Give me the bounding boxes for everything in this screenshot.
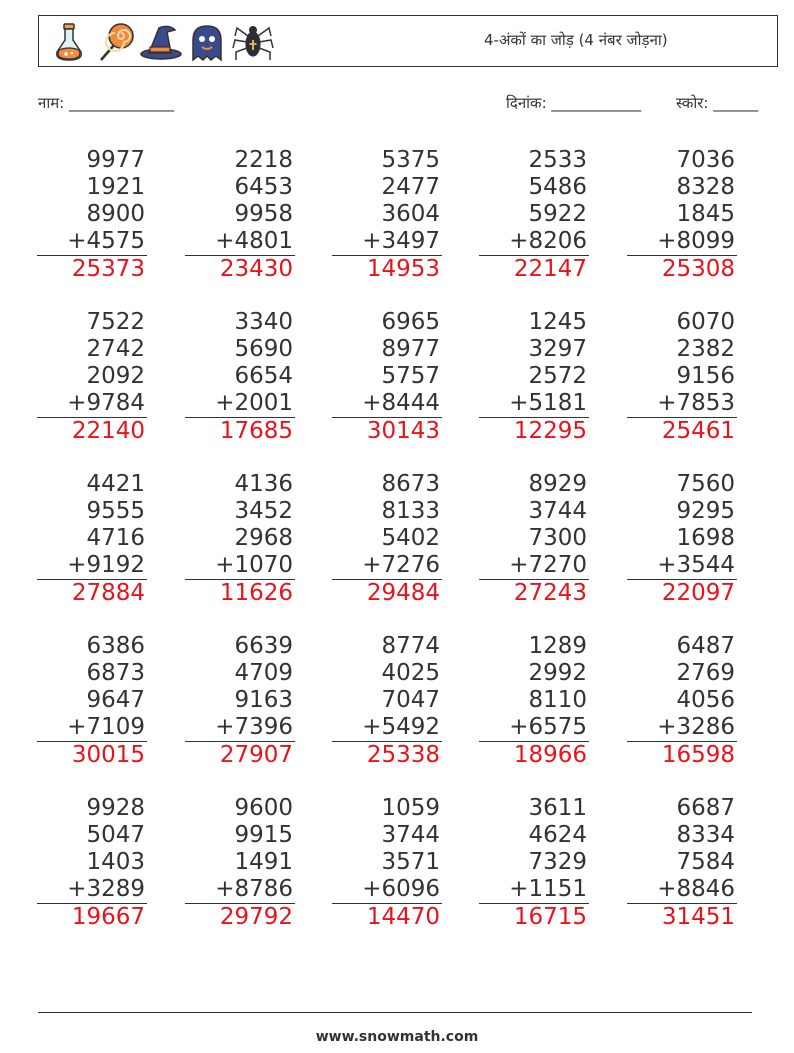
addend: 7047 (381, 687, 440, 713)
answer: 30015 (71, 742, 145, 768)
addition-problem (37, 147, 147, 283)
addend: 2092 (86, 363, 145, 389)
addend: 3604 (381, 201, 440, 227)
addend: 6487 (676, 633, 735, 659)
answer: 16598 (661, 742, 735, 768)
addend: 6873 (86, 660, 145, 686)
footer-website: www.snowmath.com (315, 1029, 479, 1045)
answer: 17685 (219, 418, 293, 444)
addend: 9295 (676, 498, 735, 524)
addend: 6453 (234, 174, 293, 200)
answer: 19667 (71, 904, 145, 930)
answer: 29484 (366, 580, 440, 606)
addend: 1403 (86, 849, 145, 875)
addend: 5486 (528, 174, 587, 200)
addend: 3297 (528, 336, 587, 362)
addition-problem (37, 633, 147, 769)
addend: 1245 (528, 309, 587, 335)
addend: 1921 (86, 174, 145, 200)
addition-problem (479, 309, 589, 445)
addend: +2001 (185, 390, 295, 418)
addend: +5492 (332, 714, 442, 742)
addend: 4709 (234, 660, 293, 686)
addend: 8900 (86, 201, 145, 227)
addition-problem (479, 147, 589, 283)
addend: +1070 (185, 552, 295, 580)
addition-problem (185, 633, 295, 769)
addend: 5690 (234, 336, 293, 362)
addend: 4624 (528, 822, 587, 848)
addend: 3744 (528, 498, 587, 524)
answer: 11626 (219, 580, 293, 606)
addend: +7270 (479, 552, 589, 580)
addend: +8206 (479, 228, 589, 256)
addend: +3286 (627, 714, 737, 742)
answer: 25461 (661, 418, 735, 444)
addition-problem (627, 633, 737, 769)
footer-divider (38, 1012, 752, 1013)
addition-problem (37, 471, 147, 607)
addend: 5375 (381, 147, 440, 173)
addend: 4025 (381, 660, 440, 686)
addend: +8786 (185, 876, 295, 904)
answer: 22097 (661, 580, 735, 606)
addend: 8110 (528, 687, 587, 713)
addition-problem (627, 795, 737, 931)
answer: 18966 (513, 742, 587, 768)
addend: 5922 (528, 201, 587, 227)
addend: +6096 (332, 876, 442, 904)
addend: +3289 (37, 876, 147, 904)
addend: 6654 (234, 363, 293, 389)
addend: 4136 (234, 471, 293, 497)
addend: +4575 (37, 228, 147, 256)
addend: 9647 (86, 687, 145, 713)
addend: 8133 (381, 498, 440, 524)
addend: 9928 (86, 795, 145, 821)
addition-problem (332, 309, 442, 445)
addend: +6575 (479, 714, 589, 742)
score-field: स्कोर: ______ (676, 94, 759, 112)
addend: 7329 (528, 849, 587, 875)
addend: +7276 (332, 552, 442, 580)
addend: 2572 (528, 363, 587, 389)
addend: 7300 (528, 525, 587, 551)
addition-problem (627, 471, 737, 607)
addend: +9784 (37, 390, 147, 418)
witch-hat-icon (139, 20, 183, 64)
addend: 8929 (528, 471, 587, 497)
addend: 2477 (381, 174, 440, 200)
addend: 3571 (381, 849, 440, 875)
answer: 14470 (366, 904, 440, 930)
addend: +7396 (185, 714, 295, 742)
addend: 5402 (381, 525, 440, 551)
addend: +3497 (332, 228, 442, 256)
addend: 2968 (234, 525, 293, 551)
icon-strip (47, 20, 275, 64)
addition-problem (479, 633, 589, 769)
addend: 9915 (234, 822, 293, 848)
addend: 2769 (676, 660, 735, 686)
answer: 27243 (513, 580, 587, 606)
addition-problem (627, 147, 737, 283)
spider-icon (231, 20, 275, 64)
answer: 23430 (219, 256, 293, 282)
addition-problem (627, 309, 737, 445)
addend: +9192 (37, 552, 147, 580)
addend: 1289 (528, 633, 587, 659)
addend: 8328 (676, 174, 735, 200)
addend: 9163 (234, 687, 293, 713)
answer: 30143 (366, 418, 440, 444)
addend: 4716 (86, 525, 145, 551)
answer: 27884 (71, 580, 145, 606)
addend: 1059 (381, 795, 440, 821)
addend: 1491 (234, 849, 293, 875)
addend: 3611 (528, 795, 587, 821)
answer: 16715 (513, 904, 587, 930)
addend: 2992 (528, 660, 587, 686)
addend: +8846 (627, 876, 737, 904)
addend: 8977 (381, 336, 440, 362)
addend: 7522 (86, 309, 145, 335)
addition-problem (185, 309, 295, 445)
answer: 22147 (513, 256, 587, 282)
answer: 22140 (71, 418, 145, 444)
addend: 6965 (381, 309, 440, 335)
addend: +7853 (627, 390, 737, 418)
ghost-icon (185, 20, 229, 64)
addition-problem (185, 795, 295, 931)
worksheet-header (38, 15, 778, 67)
addition-problem (479, 795, 589, 931)
worksheet-title: 4-अंकों का जोड़ (4 नंबर जोड़ना) (484, 31, 668, 49)
addend: 7584 (676, 849, 735, 875)
addend: 9600 (234, 795, 293, 821)
addition-problem (332, 795, 442, 931)
addend: 6687 (676, 795, 735, 821)
addition-problem (479, 471, 589, 607)
addend: 1845 (676, 201, 735, 227)
addition-problem (332, 633, 442, 769)
addition-problem (185, 147, 295, 283)
addend: 3744 (381, 822, 440, 848)
answer: 27907 (219, 742, 293, 768)
addend: 7560 (676, 471, 735, 497)
addition-problem (37, 309, 147, 445)
addend: 2533 (528, 147, 587, 173)
addend: 9977 (86, 147, 145, 173)
addend: 3452 (234, 498, 293, 524)
addition-problem (332, 471, 442, 607)
addition-problem (185, 471, 295, 607)
addend: +8444 (332, 390, 442, 418)
answer: 25308 (661, 256, 735, 282)
addend: +4801 (185, 228, 295, 256)
addend: 4056 (676, 687, 735, 713)
addend: 5047 (86, 822, 145, 848)
addend: 7036 (676, 147, 735, 173)
answer: 29792 (219, 904, 293, 930)
date-field: दिनांक: ____________ (506, 94, 642, 112)
addend: 8334 (676, 822, 735, 848)
addition-problem (37, 795, 147, 931)
answer: 25373 (71, 256, 145, 282)
addend: +8099 (627, 228, 737, 256)
addend: 6639 (234, 633, 293, 659)
addend: 8774 (381, 633, 440, 659)
addend: +7109 (37, 714, 147, 742)
addend: 2218 (234, 147, 293, 173)
addend: 3340 (234, 309, 293, 335)
addition-problem (332, 147, 442, 283)
addend: +3544 (627, 552, 737, 580)
name-field: नाम: ______________ (38, 94, 175, 112)
addend: +5181 (479, 390, 589, 418)
addend: +1151 (479, 876, 589, 904)
addend: 9958 (234, 201, 293, 227)
addend: 1698 (676, 525, 735, 551)
addend: 9555 (86, 498, 145, 524)
addend: 5757 (381, 363, 440, 389)
answer: 14953 (366, 256, 440, 282)
addend: 6070 (676, 309, 735, 335)
answer: 31451 (661, 904, 735, 930)
addend: 4421 (86, 471, 145, 497)
lollipop-icon (93, 20, 137, 64)
addend: 9156 (676, 363, 735, 389)
addend: 6386 (86, 633, 145, 659)
answer: 25338 (366, 742, 440, 768)
potion-flask-icon (47, 20, 91, 64)
addend: 8673 (381, 471, 440, 497)
addend: 2742 (86, 336, 145, 362)
addend: 2382 (676, 336, 735, 362)
answer: 12295 (513, 418, 587, 444)
